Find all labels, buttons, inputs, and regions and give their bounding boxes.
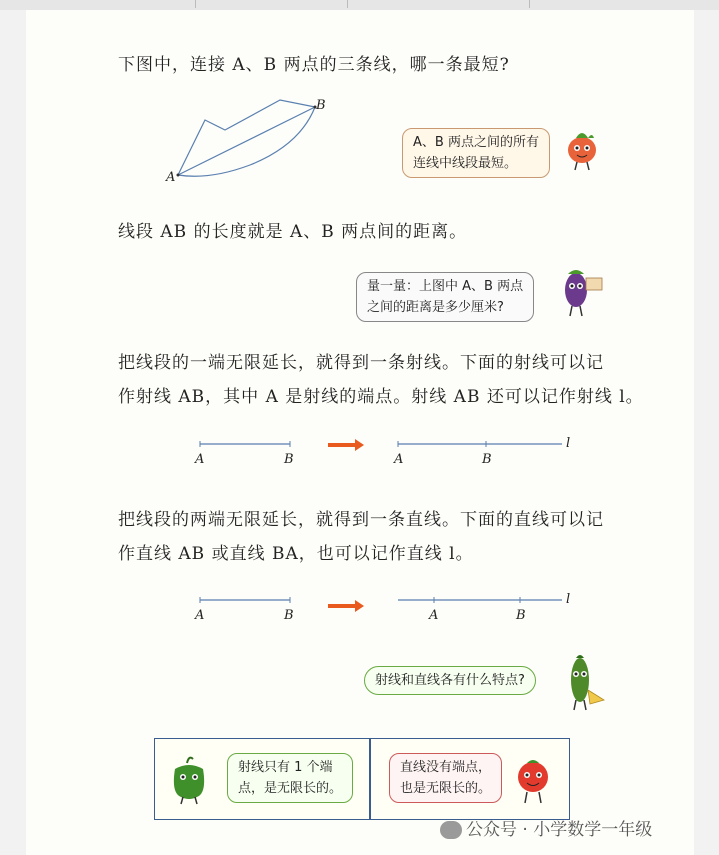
- wechat-icon: [440, 821, 462, 839]
- bubble-line: 连线中线段最短。: [413, 156, 518, 171]
- pepper-character-icon: [167, 753, 211, 805]
- fig1-label-a: A: [166, 170, 176, 185]
- line-label-a: A: [429, 608, 439, 623]
- red-tomato-character-icon: [511, 755, 555, 805]
- hint-bubble-shortest: [402, 128, 550, 178]
- summary-ray-bubble: [227, 753, 353, 803]
- distance-definition: 线段 AB 的长度就是 A、B 两点间的距离。: [118, 222, 468, 242]
- bubble-line: 射线只有 1 个端: [238, 760, 333, 775]
- summary-box: [154, 738, 570, 820]
- ray-seg-label-a: A: [195, 452, 205, 467]
- ray-label-b: B: [482, 452, 492, 467]
- three-paths-figure: [170, 95, 330, 185]
- cucumber-character-icon: [560, 652, 610, 712]
- hint-bubble-features: [364, 666, 536, 695]
- bubble-line: 点，是无限长的。: [238, 781, 343, 796]
- summary-line-bubble: [389, 753, 502, 803]
- summary-divider: [369, 739, 371, 819]
- bubble-line: 直线没有端点，: [400, 760, 492, 775]
- line-figure: [190, 594, 570, 624]
- tomato-character-icon: [562, 126, 606, 172]
- bubble-line: 量一量：上图中 A、B 两点: [367, 279, 524, 294]
- line-definition-line2: 作直线 AB 或直线 BA，也可以记作直线 l。: [118, 544, 474, 564]
- line-definition-line1: 把线段的两端无限延长，就得到一条直线。下面的直线可以记: [118, 510, 604, 530]
- ray-definition-line2: 作射线 AB，其中 A 是射线的端点。射线 AB 还可以记作射线 l。: [118, 387, 644, 407]
- ray-label-a: A: [394, 452, 404, 467]
- bubble-line: 之间的距离是多少厘米?: [367, 300, 504, 315]
- watermark-text: 公众号 · 小学数学一年级: [466, 820, 653, 840]
- line-label-l: l: [566, 592, 571, 607]
- bubble-line: A、B 两点之间的所有: [413, 135, 539, 150]
- ray-seg-label-b: B: [284, 452, 294, 467]
- line-seg-label-b: B: [284, 608, 294, 623]
- bubble-line: 也是无限长的。: [400, 781, 492, 796]
- ray-definition-line1: 把线段的一端无限延长，就得到一条射线。下面的射线可以记: [118, 353, 604, 373]
- line-label-b: B: [516, 608, 526, 623]
- line-seg-label-a: A: [195, 608, 205, 623]
- hint-bubble-measure: [356, 272, 534, 322]
- ray-figure: [190, 438, 570, 468]
- wechat-watermark: [440, 815, 652, 840]
- fig1-label-b: B: [316, 98, 326, 113]
- bubble-line: 射线和直线各有什么特点?: [375, 673, 525, 688]
- top-toolbar-strip: [0, 0, 719, 10]
- ray-label-l: l: [566, 436, 571, 451]
- eggplant-character-icon: [556, 262, 606, 318]
- question-text: 下图中，连接 A、B 两点的三条线，哪一条最短?: [118, 55, 510, 75]
